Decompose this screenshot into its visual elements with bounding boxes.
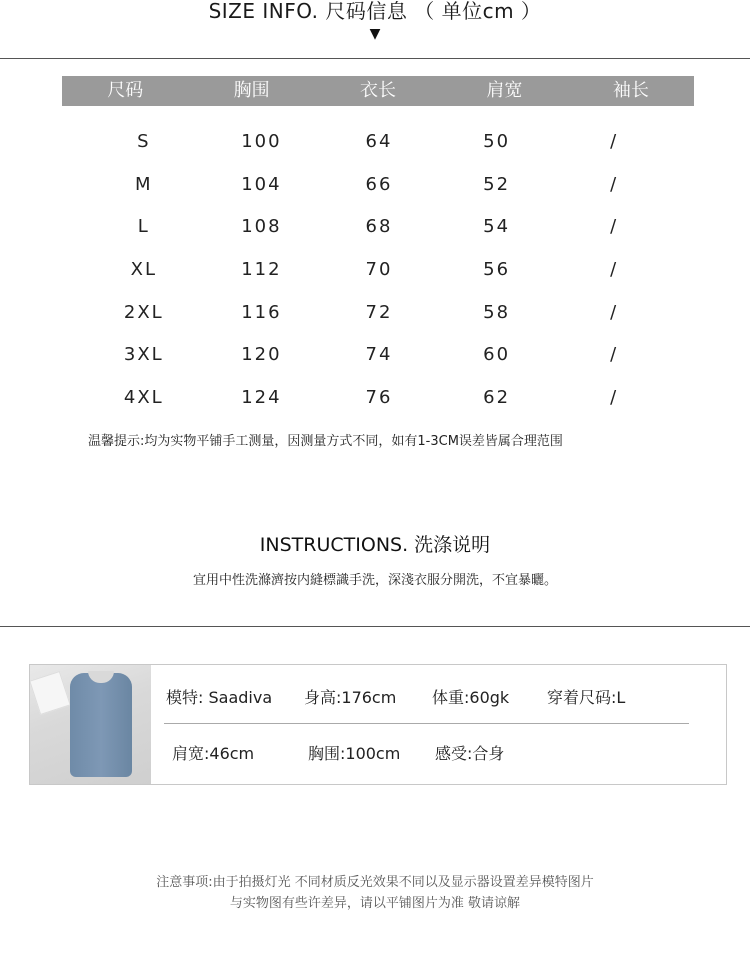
- cell-length: 66: [365, 173, 393, 195]
- table-row: [85, 333, 673, 376]
- product-photo: [30, 665, 151, 784]
- cell-size: 4XL: [123, 386, 164, 408]
- cell-shoulder: 52: [483, 173, 511, 195]
- table-row: [85, 120, 673, 163]
- down-arrow-icon: ▼: [369, 26, 381, 42]
- column-header-shoulder: 肩宽: [486, 80, 523, 101]
- column-header-sleeve: 袖长: [612, 80, 649, 101]
- cell-shoulder: 58: [483, 301, 511, 323]
- instructions-text: 宜用中性洗滌濟按内縫標識手洗，深淺衣服分開洗，不宜暴曬。: [192, 573, 557, 588]
- cell-sleeve: /: [610, 344, 619, 366]
- tag-card-decoration: [30, 671, 71, 715]
- cell-sleeve: /: [610, 386, 619, 408]
- size-table-header: [62, 76, 694, 106]
- cell-length: 72: [365, 301, 393, 323]
- column-header-chest: 胸围: [233, 80, 270, 101]
- model-wear-size: 穿着尺码:L: [547, 688, 626, 707]
- cell-chest: 116: [241, 301, 282, 323]
- cell-size: XL: [130, 258, 157, 280]
- model-feel: 感受:合身: [435, 744, 505, 763]
- model-chest: 胸围:100cm: [308, 744, 401, 763]
- cell-length: 64: [365, 130, 393, 152]
- cell-length: 70: [365, 258, 393, 280]
- model-height: 身高:176cm: [304, 688, 397, 707]
- notice-text: [0, 872, 750, 914]
- cell-shoulder: 50: [483, 130, 511, 152]
- divider: [0, 58, 750, 59]
- notice-line-1: 注意事项:由于拍摄灯光 不同材质反光效果不同以及显示器设置差异模特图片: [156, 875, 594, 890]
- model-shoulder: 肩宽:46cm: [172, 744, 255, 763]
- cell-chest: 104: [241, 173, 282, 195]
- instructions-title: INSTRUCTIONS. 洗涤说明: [259, 534, 491, 556]
- cell-sleeve: /: [610, 173, 619, 195]
- cell-shoulder: 56: [483, 258, 511, 280]
- measurement-tip: 温馨提示:均为实物平铺手工测量，因测量方式不同，如有1-3CM误差皆属合理范围: [88, 434, 563, 449]
- cell-size: M: [135, 173, 153, 195]
- model-info-card: [29, 664, 727, 785]
- cell-sleeve: /: [610, 216, 619, 238]
- cell-sleeve: /: [610, 258, 619, 280]
- cell-length: 76: [365, 386, 393, 408]
- cell-size: S: [137, 130, 151, 152]
- table-row: [85, 291, 673, 334]
- cell-size: L: [137, 216, 150, 238]
- table-row: [85, 248, 673, 291]
- cell-shoulder: 60: [483, 344, 511, 366]
- table-row: [85, 163, 673, 206]
- cell-sleeve: /: [610, 301, 619, 323]
- cell-chest: 112: [241, 258, 282, 280]
- cell-chest: 124: [241, 386, 282, 408]
- notice-line-2: 与实物图有些许差异，请以平铺图片为准 敬请谅解: [229, 896, 521, 911]
- divider: [164, 723, 689, 724]
- cell-shoulder: 54: [483, 216, 511, 238]
- vest-garment: [70, 673, 132, 777]
- column-header-size: 尺码: [107, 80, 144, 101]
- model-weight: 体重:60gk: [432, 688, 510, 707]
- cell-chest: 100: [241, 130, 282, 152]
- cell-chest: 120: [241, 344, 282, 366]
- table-row: [85, 205, 673, 248]
- cell-sleeve: /: [610, 130, 619, 152]
- cell-size: 3XL: [123, 344, 164, 366]
- cell-length: 74: [365, 344, 393, 366]
- model-name: 模特: Saadiva: [166, 688, 273, 707]
- page-title: SIZE INFO. 尺码信息 （ 单位cm ）: [208, 0, 542, 23]
- divider: [0, 626, 750, 627]
- cell-size: 2XL: [123, 301, 164, 323]
- cell-length: 68: [365, 216, 393, 238]
- cell-chest: 108: [241, 216, 282, 238]
- size-table-body: [85, 120, 673, 419]
- table-row: [85, 376, 673, 419]
- column-header-length: 衣长: [360, 80, 397, 101]
- cell-shoulder: 62: [483, 386, 511, 408]
